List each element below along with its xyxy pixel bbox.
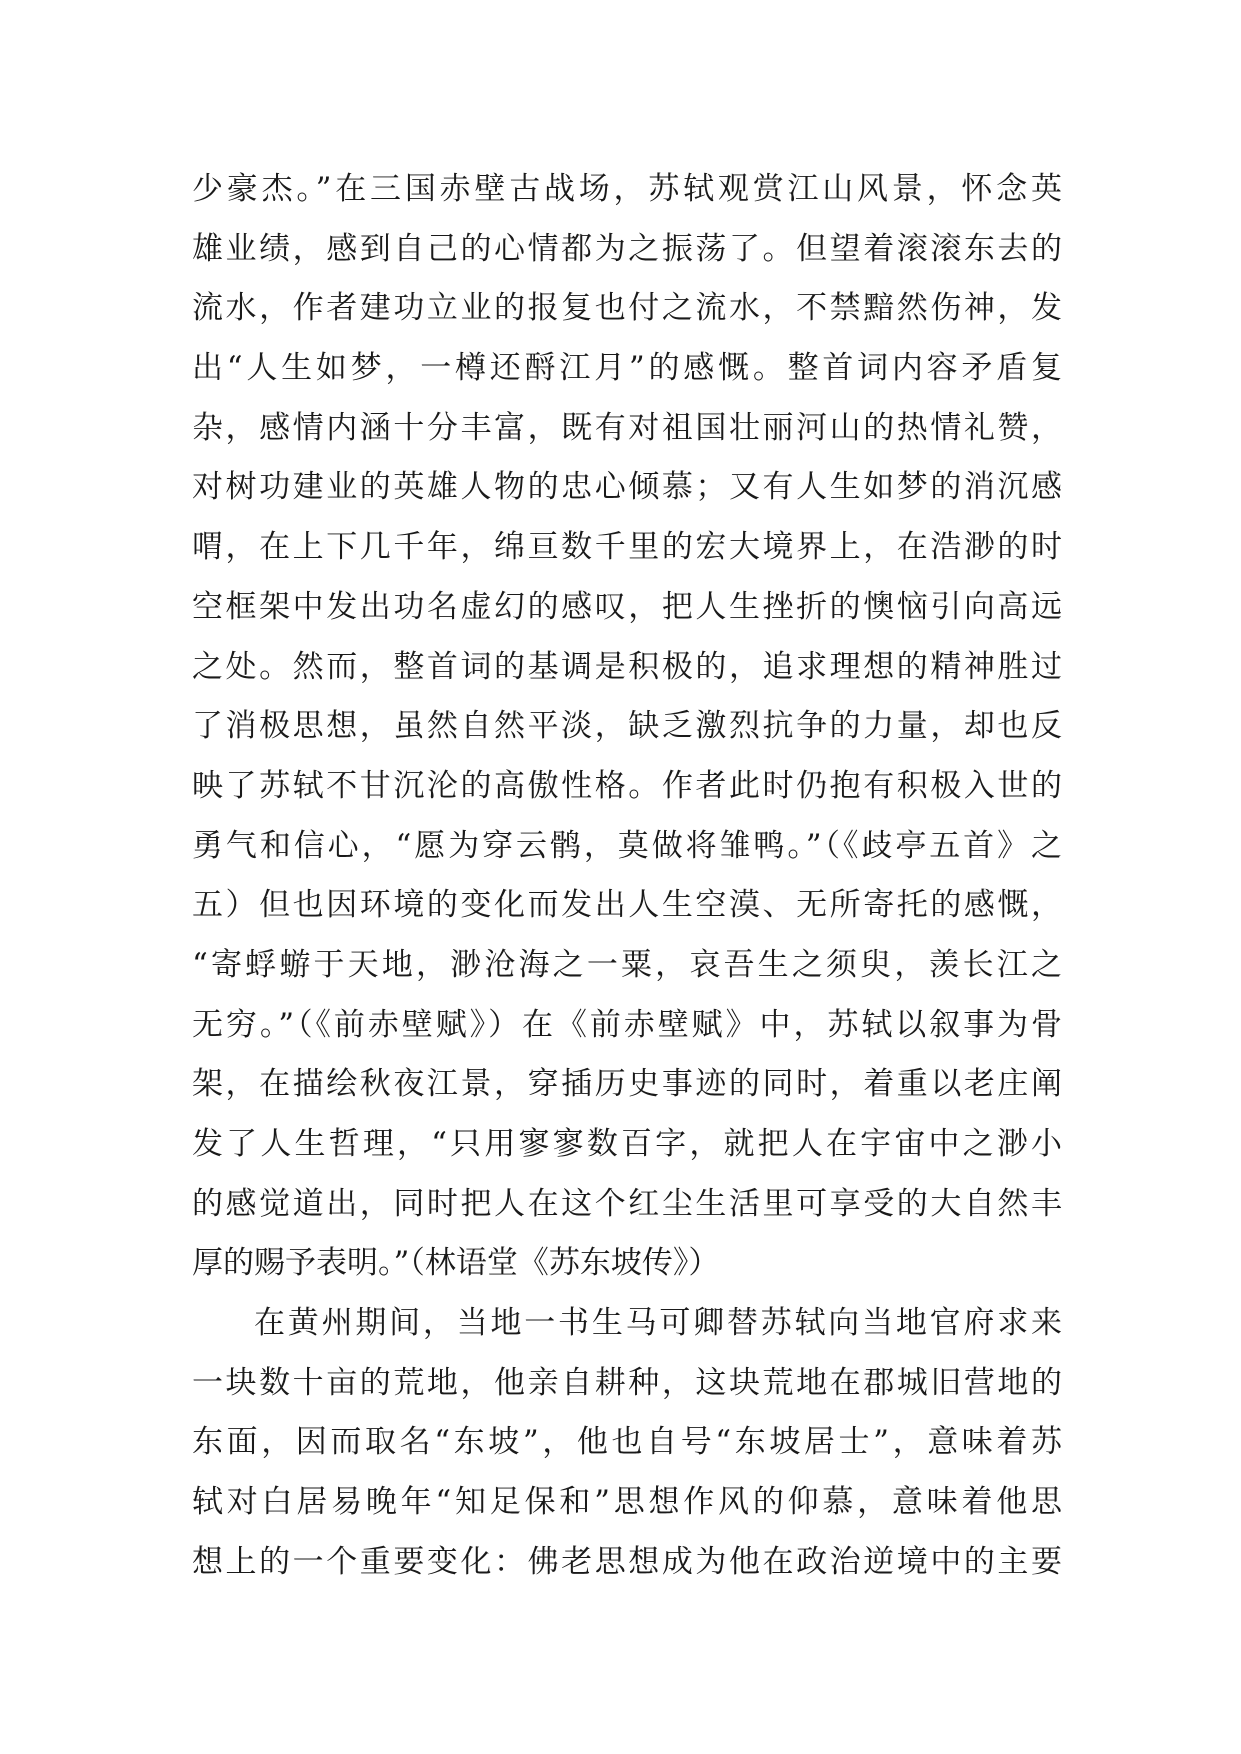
text-line: 勇气和信心，“愿为穿云鹘，莫做将雏鸭。”（《歧亭五首》之 bbox=[192, 827, 1062, 864]
text-line: 架，在描绘秋夜江景，穿插历史事迹的同时，着重以老庄阐 bbox=[192, 1066, 1062, 1103]
text-line: 一块数十亩的荒地，他亲自耕种，这块荒地在郡城旧营地的 bbox=[192, 1364, 1062, 1401]
text-line: 杂，感情内涵十分丰富，既有对祖国壮丽河山的热情礼赞， bbox=[192, 409, 1062, 446]
text-line: 的感觉道出，同时把人在这个红尘生活里可享受的大自然丰 bbox=[192, 1185, 1062, 1222]
text-line: 雄业绩，感到自己的心情都为之振荡了。但望着滚滚东去的 bbox=[192, 230, 1062, 267]
text-line: 喟，在上下几千年，绵亘数千里的宏大境界上，在浩渺的时 bbox=[192, 529, 1062, 566]
paragraph-1 bbox=[192, 160, 1062, 1294]
text-line: 少豪杰。”在三国赤壁古战场，苏轼观赏江山风景，怀念英 bbox=[192, 171, 1062, 207]
text-line: “寄蜉蝣于天地，渺沧海之一粟，哀吾生之须臾，羡长江之 bbox=[192, 946, 1062, 983]
body-text bbox=[192, 160, 1062, 1593]
text-line: 厚的赐予表明。”（林语堂《苏东坡传》） bbox=[192, 1245, 720, 1282]
text-line: 了消极思想，虽然自然平淡，缺乏激烈抗争的力量，却也反 bbox=[192, 708, 1062, 745]
text-line: 对树功建业的英雄人物的忠心倾慕；又有人生如梦的消沉感 bbox=[192, 469, 1062, 506]
paragraph-2 bbox=[192, 1294, 1062, 1592]
text-line: 在黄州期间，当地一书生马可卿替苏轼向当地官府求来 bbox=[254, 1305, 1062, 1342]
text-line: 轼对白居易晚年“知足保和”思想作风的仰慕，意味着他思 bbox=[192, 1484, 1062, 1521]
text-line: 流水，作者建功立业的报复也付之流水，不禁黯然伤神，发 bbox=[192, 290, 1062, 327]
text-line: 映了苏轼不甘沉沦的高傲性格。作者此时仍抱有积极入世的 bbox=[192, 767, 1062, 804]
text-line: 出“人生如梦，一樽还酹江月”的感慨。整首词内容矛盾复 bbox=[192, 350, 1062, 387]
text-line: 东面，因而取名“东坡”，他也自号“东坡居士”，意味着苏 bbox=[192, 1424, 1062, 1461]
text-line: 想上的一个重要变化：佛老思想成为他在政治逆境中的主要 bbox=[192, 1543, 1062, 1580]
text-line: 五）但也因环境的变化而发出人生空漠、无所寄托的感慨， bbox=[192, 887, 1062, 924]
text-line: 无穷。”（《前赤壁赋》）在《前赤壁赋》中，苏轼以叙事为骨 bbox=[192, 1006, 1062, 1043]
text-line: 空框架中发出功名虚幻的感叹，把人生挫折的懊恼引向高远 bbox=[192, 588, 1062, 625]
text-line: 发了人生哲理，“只用寥寥数百字，就把人在宇宙中之渺小 bbox=[192, 1126, 1062, 1162]
text-line: 之处。然而，整首词的基调是积极的，追求理想的精神胜过 bbox=[192, 648, 1062, 685]
